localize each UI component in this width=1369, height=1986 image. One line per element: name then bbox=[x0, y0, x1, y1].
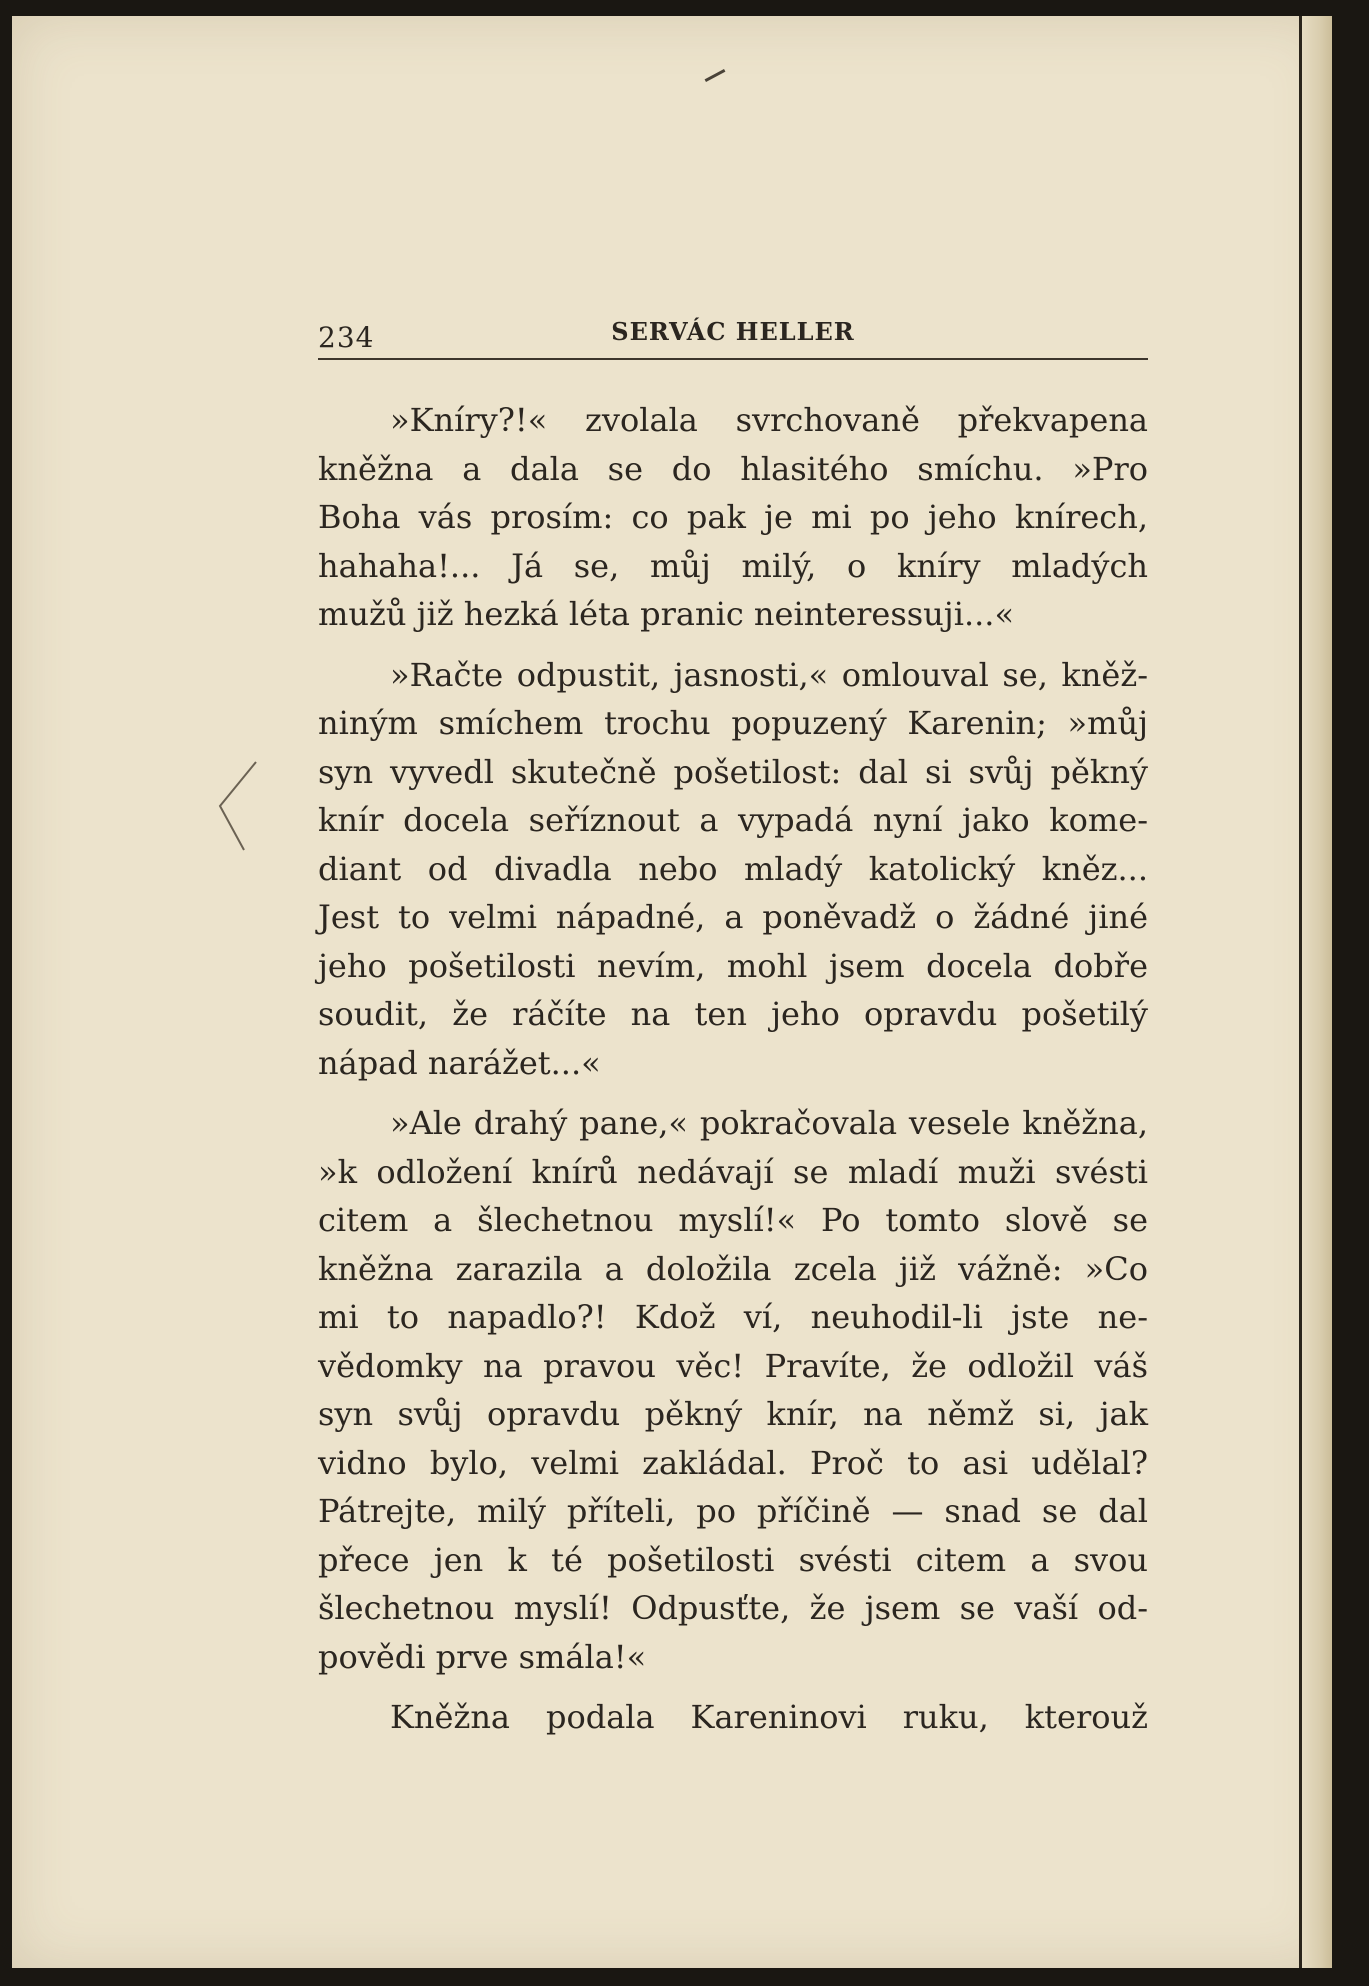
text-line: jeho pošetilosti nevím, mohl jsem docela dobře bbox=[318, 946, 1148, 985]
page-number: 234 bbox=[318, 321, 375, 354]
text-line: mužů již hezká léta pranic neinteressuji...« bbox=[318, 595, 1015, 633]
text-line: »Kníry?!« zvolala svrchovaně překvapena bbox=[390, 401, 1148, 439]
text-line: Kněžna podala Kareninovi ruku, kterouž bbox=[390, 1698, 1148, 1736]
paragraph-3 bbox=[318, 1099, 1148, 1681]
text-line: vědomky na pravou věc! Pravíte, že odložil váš bbox=[318, 1346, 1148, 1385]
paragraph-1 bbox=[318, 396, 1148, 639]
text-line: šlechetnou myslí! Odpusťte, že jsem se vaší od- bbox=[318, 1589, 1148, 1627]
pencil-mark bbox=[705, 69, 726, 82]
text-line: mi to napadlo?! Kdož ví, neuhodil-li jste ne- bbox=[318, 1298, 1148, 1336]
text-line: syn vyvedl skutečně pošetilost: dal si svůj pěkný bbox=[318, 752, 1148, 791]
text-line: syn svůj opravdu pěkný knír, na němž si, jak bbox=[318, 1395, 1148, 1433]
text-line: citem a šlechetnou myslí!« Po tomto slově se bbox=[318, 1201, 1148, 1239]
margin-bracket-mark bbox=[212, 758, 272, 854]
text-line: hahaha!... Já se, můj milý, o kníry mladých bbox=[318, 546, 1148, 585]
text-line: Pátrejte, milý příteli, po příčině — snad se dal bbox=[318, 1492, 1148, 1530]
page-edge bbox=[1299, 16, 1332, 1968]
text-line: vidno bylo, velmi zakládal. Proč to asi udělal? bbox=[318, 1443, 1148, 1482]
book-page bbox=[12, 16, 1332, 1968]
page-header-title: SERVÁC HELLER bbox=[611, 317, 855, 346]
text-line: »Ale drahý pane,« pokračovala vesele kněžna, bbox=[390, 1104, 1148, 1142]
text-line: soudit, že ráčíte na ten jeho opravdu pošetilý bbox=[318, 995, 1148, 1033]
paragraph-4 bbox=[318, 1693, 1148, 1742]
text-line: niným smíchem trochu popuzený Karenin; »můj bbox=[318, 704, 1148, 742]
text-line: »k odložení knírů nedávají se mladí muži svésti bbox=[318, 1152, 1148, 1191]
text-line: Jest to velmi nápadné, a poněvadž o žádné jiné bbox=[318, 898, 1148, 936]
text-line: nápad narážet...« bbox=[318, 1043, 601, 1082]
text-line: přece jen k té pošetilosti svésti citem a svou bbox=[318, 1540, 1148, 1579]
text-line: kněžna zarazila a doložila zcela již vážně: »Co bbox=[318, 1249, 1148, 1288]
text-block bbox=[318, 306, 1148, 1742]
text-line: knír docela seříznout a vypadá nyní jako kome- bbox=[318, 801, 1148, 839]
text-line: povědi prve smála!« bbox=[318, 1637, 647, 1676]
running-head bbox=[318, 306, 1148, 360]
text-line: kněžna a dala se do hlasitého smíchu. »Pro bbox=[318, 449, 1148, 488]
text-line: diant od divadla nebo mladý katolický kněz... bbox=[318, 849, 1148, 888]
text-line: »Račte odpustit, jasnosti,« omlouval se, kněž- bbox=[390, 655, 1148, 694]
text-line: Boha vás prosím: co pak je mi po jeho knírech, bbox=[318, 498, 1148, 536]
paragraph-2 bbox=[318, 651, 1148, 1088]
